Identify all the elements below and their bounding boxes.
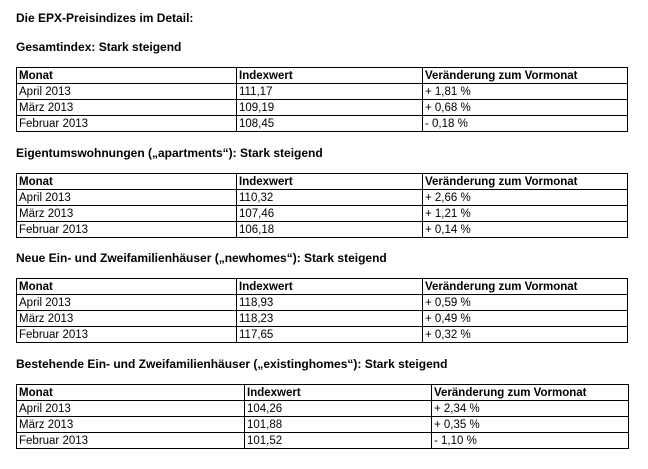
table-existinghomes [16, 384, 629, 449]
table-row [17, 84, 628, 100]
cell-indexwert: 106,18 [237, 222, 423, 238]
cell-veraenderung: + 1,21 % [423, 206, 628, 222]
column-header-monat: Monat [17, 279, 237, 295]
column-header-veraenderung: Veränderung zum Vormonat [432, 385, 629, 401]
cell-indexwert: 101,88 [245, 417, 432, 433]
cell-monat: März 2013 [17, 417, 245, 433]
table-row [17, 190, 628, 206]
table-row [17, 206, 628, 222]
cell-veraenderung: + 2,34 % [432, 401, 629, 417]
cell-indexwert: 110,32 [237, 190, 423, 206]
cell-veraenderung: + 0,49 % [423, 311, 628, 327]
column-header-indexwert: Indexwert [245, 385, 432, 401]
cell-indexwert: 118,23 [237, 311, 423, 327]
cell-monat: April 2013 [17, 84, 237, 100]
table-row [17, 401, 629, 417]
section-heading-existinghomes: Bestehende Ein- und Zweifamilienhäuser („existinghomes“): Stark steigend [16, 357, 448, 371]
table-row [17, 295, 628, 311]
column-header-monat: Monat [17, 68, 237, 84]
cell-veraenderung: + 0,59 % [423, 295, 628, 311]
cell-veraenderung: + 0,14 % [423, 222, 628, 238]
table-gesamtindex [16, 67, 628, 132]
cell-indexwert: 101,52 [245, 433, 432, 449]
cell-veraenderung: + 0,68 % [423, 100, 628, 116]
table-header-row [17, 279, 628, 295]
column-header-veraenderung: Veränderung zum Vormonat [423, 279, 628, 295]
cell-monat: April 2013 [17, 401, 245, 417]
table-row [17, 327, 628, 343]
cell-monat: Februar 2013 [17, 327, 237, 343]
cell-indexwert: 107,46 [237, 206, 423, 222]
column-header-indexwert: Indexwert [237, 68, 423, 84]
table-row [17, 222, 628, 238]
cell-veraenderung: - 0,18 % [423, 116, 628, 132]
table-header-row [17, 385, 629, 401]
cell-monat: Februar 2013 [17, 116, 237, 132]
table-row [17, 417, 629, 433]
page-title: Die EPX-Preisindizes im Detail: [16, 11, 194, 25]
column-header-monat: Monat [17, 174, 237, 190]
cell-monat: April 2013 [17, 295, 237, 311]
cell-veraenderung: + 0,35 % [432, 417, 629, 433]
cell-monat: April 2013 [17, 190, 237, 206]
table-newhomes [16, 278, 628, 343]
cell-veraenderung: - 1,10 % [432, 433, 629, 449]
cell-indexwert: 108,45 [237, 116, 423, 132]
column-header-veraenderung: Veränderung zum Vormonat [423, 68, 628, 84]
cell-indexwert: 109,19 [237, 100, 423, 116]
cell-indexwert: 104,26 [245, 401, 432, 417]
cell-monat: März 2013 [17, 100, 237, 116]
table-header-row [17, 174, 628, 190]
table-header-row [17, 68, 628, 84]
column-header-veraenderung: Veränderung zum Vormonat [423, 174, 628, 190]
cell-veraenderung: + 1,81 % [423, 84, 628, 100]
section-heading-newhomes: Neue Ein- und Zweifamilienhäuser („newhomes“): Stark steigend [16, 251, 387, 265]
table-row [17, 311, 628, 327]
cell-monat: März 2013 [17, 206, 237, 222]
table-row [17, 116, 628, 132]
cell-veraenderung: + 0,32 % [423, 327, 628, 343]
cell-veraenderung: + 2,66 % [423, 190, 628, 206]
section-heading-gesamtindex: Gesamtindex: Stark steigend [16, 40, 182, 54]
cell-monat: Februar 2013 [17, 433, 245, 449]
table-apartments [16, 173, 628, 238]
table-row [17, 433, 629, 449]
column-header-monat: Monat [17, 385, 245, 401]
cell-monat: März 2013 [17, 311, 237, 327]
cell-indexwert: 111,17 [237, 84, 423, 100]
section-heading-apartments: Eigentumswohnungen („apartments“): Stark steigend [16, 146, 323, 160]
column-header-indexwert: Indexwert [237, 279, 423, 295]
column-header-indexwert: Indexwert [237, 174, 423, 190]
cell-indexwert: 118,93 [237, 295, 423, 311]
table-row [17, 100, 628, 116]
cell-monat: Februar 2013 [17, 222, 237, 238]
cell-indexwert: 117,65 [237, 327, 423, 343]
